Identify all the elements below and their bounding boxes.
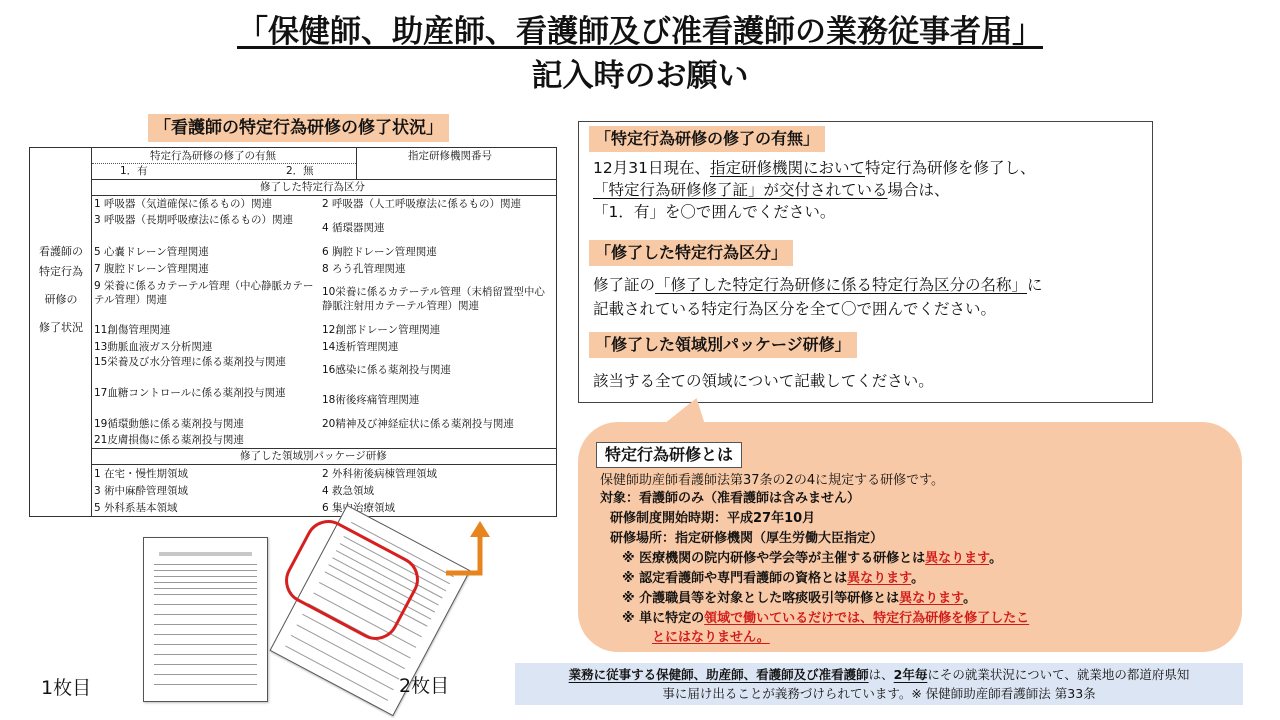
instruction-label-categories: 「修了した特定行為区分」 [589,240,793,266]
bubble-text: 研修制度開始時期：平成27年10月 [610,511,816,526]
bubble-heading: 特定行為研修とは [596,442,742,468]
section-categories-heading: 修了した特定行為区分 [260,181,365,193]
footer-line: 業務に従事する保健師、助産師、看護師及び准看護師は、2年毎にその就業状況について、就業地の都道府県知 [568,667,1190,682]
package-item: 3 術中麻酔管理領域 [94,485,189,497]
side-label: 看護師の [39,245,83,258]
category-item: 9 栄養に係るカテーテル管理（中心静脈カテーテル管理）関連 [94,280,314,306]
col-header-institution: 指定研修機関番号 [408,150,492,162]
specified-act-form [29,147,557,517]
category-item: 1 呼吸器（気道確保に係るもの）関連 [94,198,273,210]
page-title: 「保健師、助産師、看護師及び准看護師の業務従事者届」 [237,14,1043,50]
instruction-text: 12月31日現在、指定研修機関において特定行為研修を修了し、 [593,159,1036,177]
col-header-completion: 特定行為研修の修了の有無 [150,150,276,162]
side-label: 修了状況 [39,321,83,334]
bubble-text: 保健師助産師看護師法第37条の2の4に規定する研修です。 [600,473,945,488]
bubble-text: 対象：看護師のみ（准看護師は含みません） [600,491,861,506]
package-item: 1 在宅・慢性期領域 [94,468,189,480]
instruction-text: 「特定行為研修修了証」が交付されている場合は、 [593,181,950,199]
page-subtitle: 記入時のお願い [531,58,749,94]
instruction-text: 「1．有」を〇で囲んでください。 [593,203,836,221]
bubble-note: ※ 認定看護師や専門看護師の資格とは異なります。 [622,571,925,586]
category-item: 17血糖コントロールに係る薬剤投与関連 [94,387,286,399]
bubble-text: 研修場所：指定研修機関（厚生労働大臣指定） [610,531,884,546]
bubble-note: ※ 介護職員等を対象とした喀痰吸引等研修とは異なります。 [622,591,977,606]
form-page-1-thumbnail [143,537,268,702]
category-item: 16感染に係る薬剤投与関連 [322,364,451,376]
category-item: 5 心嚢ドレーン管理関連 [94,246,209,258]
side-label: 特定行為 [39,265,83,278]
category-item: 15栄養及び水分管理に係る薬剤投与関連 [94,356,286,368]
category-item: 19循環動態に係る薬剤投与関連 [94,418,244,430]
instruction-text: 該当する全ての領域について記載してください。 [593,372,934,390]
category-item: 11創傷管理関連 [94,324,171,336]
category-item: 7 腹腔ドレーン管理関連 [94,263,209,275]
category-item: 4 循環器関連 [322,222,385,234]
category-item: 3 呼吸器（長期呼吸療法に係るもの）関連 [94,214,294,226]
instruction-text: 修了証の「修了した特定行為研修に係る特定行為区分の名称」に [593,276,1043,294]
bubble-note: ※ 医療機関の院内研修や学会等が主催する研修とは異なります。 [622,551,1003,566]
option-no: 2．無 [286,165,314,177]
page-2-caption: 2枚目 [399,675,450,697]
category-item: 13動脈血液ガス分析関連 [94,341,213,353]
category-item: 6 胸腔ドレーン管理関連 [322,246,437,258]
option-yes: 1．有 [120,165,148,177]
section-packages-heading: 修了した領域別パッケージ研修 [240,450,387,462]
footer-line: 事に届け出ることが義務づけられています。※ 保健師助産師看護師法 第33条 [662,686,1096,701]
instruction-text: 記載されている特定行為区分を全て〇で囲んでください。 [593,300,997,318]
bubble-note: ※ 単に特定の領域で働いているだけでは、特定行為研修を修了したこ [622,611,1030,626]
package-item: 2 外科術後病棟管理領域 [322,468,438,480]
form-section-label: 「看護師の特定行為研修の修了状況」 [148,114,449,142]
bubble-note: とにはなりません。 [652,630,770,645]
form-side-heading [30,148,92,516]
category-item: 20精神及び神経症状に係る薬剤投与関連 [322,418,514,430]
arrow-up-icon [440,515,500,580]
category-item: 18術後疼痛管理関連 [322,394,420,406]
instructions-box [578,121,1153,403]
instruction-label-completion: 「特定行為研修の修了の有無」 [589,126,825,152]
side-label: 研修の [44,293,78,306]
category-item: 21皮膚損傷に係る薬剤投与関連 [94,434,244,446]
category-item: 12創部ドレーン管理関連 [322,324,441,336]
package-item: 6 集中治療領域 [322,502,396,514]
legal-note-footer [515,663,1243,705]
category-item: 2 呼吸器（人工呼吸療法に係るもの）関連 [322,198,522,210]
category-item: 14透析管理関連 [322,341,399,353]
package-item: 5 外科系基本領域 [94,502,178,514]
specified-act-training-bubble [578,422,1242,652]
page-1-caption: 1枚目 [41,677,92,699]
instruction-label-packages: 「修了した領域別パッケージ研修」 [589,332,857,358]
category-item: 10栄養に係るカテーテル管理（末梢留置型中心静脈注射用カテーテル管理）関連 [322,286,545,312]
category-item: 8 ろう孔管理関連 [322,263,406,275]
package-item: 4 救急領域 [322,485,375,497]
